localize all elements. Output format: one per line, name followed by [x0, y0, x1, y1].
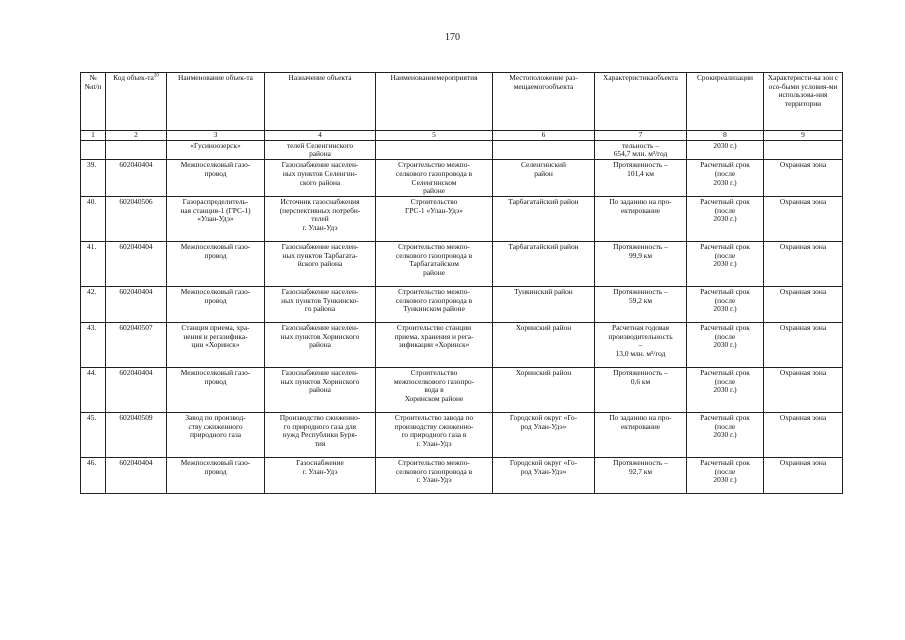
- table-cell: [764, 140, 843, 159]
- cell-line: 92,7 км: [628, 466, 653, 476]
- table-cell: [595, 140, 687, 159]
- cell-line: ектирование: [620, 421, 661, 431]
- table-cell: [81, 196, 106, 241]
- table-cell: [81, 286, 106, 322]
- cell-line: зификации «Хоринск»: [398, 340, 470, 350]
- table-cell: [493, 241, 595, 286]
- table-cell: [265, 322, 376, 367]
- column-header: [595, 73, 687, 131]
- cell-line: 39.: [87, 160, 97, 170]
- cell-line: ных пунктов Хоринского: [280, 376, 360, 386]
- cell-line: Охранная зона: [779, 322, 827, 332]
- cell-line: Тункинский район: [514, 286, 573, 296]
- column-number: 7: [595, 131, 687, 141]
- cell-line: телей: [311, 214, 329, 224]
- table-header-row: [81, 73, 843, 131]
- cell-line: Охранная зона: [779, 196, 827, 206]
- table-cell: [687, 412, 764, 457]
- cell-line: йского района: [297, 259, 343, 269]
- cell-line: Газоснабжение населен-: [281, 241, 359, 251]
- cell-line: Селенгинский: [521, 160, 566, 170]
- table-cell: [376, 367, 493, 412]
- cell-line: быми условия-: [781, 81, 829, 91]
- cell-line: Городской округ «Го-: [509, 457, 578, 467]
- cell-line: Тарбагатайском: [409, 259, 459, 269]
- table-cell: [167, 241, 265, 286]
- table-cell: [687, 367, 764, 412]
- column-header: [764, 73, 843, 131]
- table-cell: [167, 412, 265, 457]
- table-cell: [376, 160, 493, 197]
- column-header: [376, 73, 493, 131]
- cell-line: го природного газа в: [401, 430, 467, 440]
- cell-line: ных пунктов Тункинско-: [281, 295, 359, 305]
- table-cell: [376, 286, 493, 322]
- table-cell: [265, 140, 376, 159]
- cell-line: Код объек-: [113, 73, 148, 82]
- cell-line: Газоснабжение населен-: [281, 367, 359, 377]
- table-cell: [167, 286, 265, 322]
- cell-line: Расчетный срок: [700, 322, 750, 332]
- table-cell: [493, 286, 595, 322]
- cell-line: 13,0 млн. м³/год: [615, 349, 666, 359]
- cell-line: 2030 г.): [713, 385, 737, 395]
- table-cell: [764, 322, 843, 367]
- cell-line: Межпоселковый газо-: [180, 367, 251, 377]
- table-cell: [106, 140, 167, 159]
- cell-line: Охранная зона: [779, 367, 827, 377]
- table-cell: [687, 196, 764, 241]
- cell-line: Строительство станции: [396, 322, 472, 332]
- column-number: 1: [81, 131, 106, 141]
- cell-line: нужд Республики Буря-: [282, 430, 358, 440]
- cell-line: 46.: [87, 457, 97, 467]
- cell-line: Газораспределитель-: [182, 196, 249, 206]
- cell-line: Протяженность –: [613, 286, 668, 296]
- cell-line: По заданию на про-: [609, 196, 672, 206]
- table-cell: [167, 196, 265, 241]
- table-cell: [764, 241, 843, 286]
- cell-line: 602040404: [119, 286, 153, 296]
- cell-line: Тункинском районе: [403, 304, 465, 314]
- table-body: [81, 140, 843, 493]
- column-numbers-row: [81, 131, 843, 141]
- cell-line: 602040506: [119, 196, 153, 206]
- column-number: 2: [106, 131, 167, 141]
- cell-line: тельность –: [622, 140, 659, 150]
- cell-line: 602040509: [119, 412, 153, 422]
- cell-line: селкового газопровода в: [395, 168, 473, 178]
- cell-line: межпоселкового газопро-: [393, 376, 475, 386]
- cell-line: район: [534, 168, 553, 178]
- table-cell: [764, 196, 843, 241]
- cell-line: производству сжиженно-: [394, 421, 474, 431]
- table-cell: [595, 412, 687, 457]
- cell-line: Протяженность –: [613, 367, 668, 377]
- cell-line: го природного газа для: [283, 421, 357, 431]
- cell-line: объекта: [548, 81, 574, 91]
- cell-line: селкового газопровода в: [395, 466, 473, 476]
- cell-line: род Улан-Удэ»: [520, 466, 567, 476]
- cell-line: Газоснабжение населен-: [281, 286, 359, 296]
- table-cell: [81, 160, 106, 197]
- cell-line: Протяженность –: [613, 241, 668, 251]
- cell-line: род Улан-Удэ»: [520, 421, 567, 431]
- cell-line: Назначение объекта: [288, 73, 352, 82]
- table-cell: [687, 322, 764, 367]
- table-cell: [376, 322, 493, 367]
- cell-line: 602040404: [119, 367, 153, 377]
- table-cell: [106, 457, 167, 493]
- cell-line: реализации: [716, 73, 753, 82]
- table-row: [81, 412, 843, 457]
- cell-line: 2030 г.): [713, 430, 737, 440]
- cell-line: селкового газопровода в: [395, 250, 473, 260]
- table-cell: [265, 286, 376, 322]
- cell-line: провод: [204, 466, 227, 476]
- cell-line: Строительство завода по: [394, 412, 474, 422]
- cell-line: объекта: [653, 73, 678, 82]
- cell-line: (перспективных потреби-: [279, 205, 361, 215]
- table-cell: [81, 140, 106, 159]
- cell-line: Расчетный срок: [700, 367, 750, 377]
- cell-line: ных пунктов Селенгин-: [282, 168, 358, 178]
- table-cell: [106, 367, 167, 412]
- cell-line: Производство сжиженно-: [279, 412, 361, 422]
- table-cell: [595, 322, 687, 367]
- cell-line: 602040404: [119, 160, 153, 170]
- cell-line: Расчетный срок: [700, 196, 750, 206]
- cell-line: нения и регазифика-: [183, 331, 248, 341]
- cell-line: Газоснабжение: [296, 457, 344, 467]
- table-cell: [595, 241, 687, 286]
- cell-line: производительность: [608, 331, 673, 341]
- cell-line: Местоположение раз-: [509, 73, 578, 82]
- cell-line: ка зон с осо-: [768, 73, 839, 91]
- cell-line: ных пунктов Хоринского: [280, 331, 360, 341]
- table-row: [81, 322, 843, 367]
- cell-line: вода в: [424, 385, 444, 395]
- cell-line: По заданию на про-: [609, 412, 672, 422]
- cell-line: ского района: [299, 177, 341, 187]
- column-header: [167, 73, 265, 131]
- table-cell: [687, 140, 764, 159]
- table-cell: [595, 457, 687, 493]
- table-row: [81, 286, 843, 322]
- table-cell: [81, 241, 106, 286]
- table-cell: [764, 286, 843, 322]
- cell-line: 2030 г.): [713, 140, 737, 150]
- table-cell: [764, 457, 843, 493]
- cell-line: 44.: [87, 367, 97, 377]
- cell-line: го района: [304, 304, 336, 314]
- table-cell: [265, 241, 376, 286]
- table-row: [81, 196, 843, 241]
- table-cell: [376, 241, 493, 286]
- cell-line: 2030 г.): [713, 304, 737, 314]
- table-cell: [167, 322, 265, 367]
- cell-line: Завод по производ-: [185, 412, 246, 422]
- column-number: 9: [764, 131, 843, 141]
- cell-line: (после: [714, 168, 736, 178]
- table-cell: [81, 322, 106, 367]
- cell-line: Городской округ «Го-: [509, 412, 578, 422]
- table-cell: [265, 412, 376, 457]
- table-cell: [493, 196, 595, 241]
- table-cell: [493, 140, 595, 159]
- table-cell: [106, 196, 167, 241]
- cell-line: Станция приема, хра-: [181, 322, 250, 332]
- cell-line: 0,6 км: [630, 376, 651, 386]
- column-number: 4: [265, 131, 376, 141]
- cell-line: природного газа: [189, 430, 242, 440]
- cell-line: 40.: [87, 196, 97, 206]
- column-header: [687, 73, 764, 131]
- table-row: [81, 160, 843, 197]
- cell-line: провод: [204, 168, 227, 178]
- cell-line: Расчетный срок: [700, 412, 750, 422]
- table-cell: [167, 457, 265, 493]
- cell-line: Селенгинском: [411, 177, 457, 187]
- table-row: [81, 367, 843, 412]
- cell-line: Межпоселковый газо-: [180, 241, 251, 251]
- cell-line: Расчетный срок: [700, 241, 750, 251]
- cell-line: Охранная зона: [779, 286, 827, 296]
- cell-line: ния территории: [784, 90, 828, 109]
- cell-line: п/п: [91, 81, 102, 91]
- cell-line: та: [246, 73, 253, 82]
- cell-line: Расчетный срок: [700, 457, 750, 467]
- cell-line: Охранная зона: [779, 241, 827, 251]
- cell-line: №: [84, 81, 92, 91]
- cell-line: Межпоселковый газо-: [180, 286, 251, 296]
- cell-line: Наименование: [390, 73, 437, 82]
- cell-line: Тарбагатайский район: [508, 241, 579, 251]
- cell-line: ству сжиженного: [188, 421, 243, 431]
- table-cell: [687, 457, 764, 493]
- table-cell: [595, 196, 687, 241]
- cell-line: г. Улан-Удэ: [302, 466, 338, 476]
- cell-line: провод: [204, 295, 227, 305]
- cell-line: «Гусиноозерск»: [190, 140, 241, 150]
- table-cell: [106, 160, 167, 197]
- cell-line: 2030 г.): [713, 214, 737, 224]
- cell-line: 101,4 км: [627, 168, 654, 178]
- cell-line: Строительство: [410, 196, 458, 206]
- cell-line: Охранная зона: [779, 457, 827, 467]
- table-cell: [106, 322, 167, 367]
- cell-line: Хоринский район: [515, 367, 572, 377]
- cell-line: «Улан-Удэ»: [197, 214, 234, 224]
- table-cell: [595, 160, 687, 197]
- table-cell: [265, 196, 376, 241]
- cell-line: провод: [204, 250, 227, 260]
- table-cell: [687, 160, 764, 197]
- cell-line: ектирование: [620, 205, 661, 215]
- cell-line: 99,9 км: [628, 250, 653, 260]
- cell-line: 59,2 км: [628, 295, 653, 305]
- table-cell: [764, 367, 843, 412]
- cell-line: Хоринский район: [515, 322, 572, 332]
- cell-line: Охранная зона: [779, 160, 827, 170]
- cell-line: Протяженность –: [613, 160, 668, 170]
- table-cell: [106, 412, 167, 457]
- cell-line: 45.: [87, 412, 97, 422]
- cell-line: (после: [714, 421, 736, 431]
- table-cell: [167, 140, 265, 159]
- column-header: [106, 73, 167, 131]
- cell-line: 602040404: [119, 457, 153, 467]
- cell-line: Строительство: [410, 367, 458, 377]
- column-number: 3: [167, 131, 265, 141]
- cell-line: Строительство межпо-: [398, 286, 470, 296]
- cell-line: 654,7 млн. м³/год: [613, 149, 668, 159]
- cell-line: 2030 г.): [713, 177, 737, 187]
- cell-line: 42.: [87, 286, 97, 296]
- page-number: 170: [445, 32, 460, 43]
- cell-line: ГРС-1 «Улан-Удэ»: [405, 205, 463, 215]
- cell-line: $та^{20}$: [147, 73, 159, 82]
- cell-line: ных пунктов Тарбагата-: [282, 250, 358, 260]
- cell-line: Хоринском районе: [404, 394, 464, 404]
- table-cell: [493, 412, 595, 457]
- table-cell: [595, 367, 687, 412]
- cell-line: Межпоселковый газо-: [180, 160, 251, 170]
- cell-line: (после: [714, 250, 736, 260]
- table-cell: [376, 140, 493, 159]
- cell-line: телей Селенгинского: [286, 140, 354, 150]
- cell-line: Характеристика: [603, 73, 654, 82]
- cell-line: районе: [423, 186, 445, 196]
- planned-objects-table: [80, 72, 843, 494]
- cell-line: 43.: [87, 322, 97, 332]
- table-cell: [265, 367, 376, 412]
- cell-line: Протяженность –: [613, 457, 668, 467]
- table-cell: [595, 286, 687, 322]
- table-cell: [106, 286, 167, 322]
- table-cell: [687, 241, 764, 286]
- table-row: [81, 241, 843, 286]
- table-cell: [376, 412, 493, 457]
- table-cell: [376, 457, 493, 493]
- column-number: 5: [376, 131, 493, 141]
- table-cell: [265, 160, 376, 197]
- table-cell: [265, 457, 376, 493]
- table-row: [81, 140, 843, 159]
- table-cell: [493, 322, 595, 367]
- cell-line: Расчетная годовая: [611, 322, 670, 332]
- cell-line: ная станция-1 (ГРС-1): [180, 205, 251, 215]
- footnote-marker: 20: [153, 73, 159, 79]
- cell-line: Наименование объек-: [178, 73, 247, 82]
- cell-line: (после: [714, 376, 736, 386]
- table-cell: [376, 196, 493, 241]
- cell-line: провод: [204, 376, 227, 386]
- cell-line: Расчетный срок: [700, 286, 750, 296]
- column-header: [81, 73, 106, 131]
- cell-line: селкового газопровода в: [395, 295, 473, 305]
- cell-line: (после: [714, 466, 736, 476]
- cell-line: ции «Хоринск»: [191, 340, 240, 350]
- cell-line: Межпоселковый газо-: [180, 457, 251, 467]
- cell-line: Строительство межпо-: [398, 160, 470, 170]
- cell-line: Тарбагатайский район: [508, 196, 579, 206]
- table-cell: [81, 457, 106, 493]
- table-cell: [764, 412, 843, 457]
- table-cell: [167, 160, 265, 197]
- table-cell: [687, 286, 764, 322]
- cell-line: г. Улан-Удэ: [302, 223, 338, 233]
- table-row: [81, 457, 843, 493]
- cell-line: Сроки: [697, 73, 717, 82]
- cell-line: 602040507: [119, 322, 153, 332]
- table-cell: [81, 367, 106, 412]
- cell-line: Газоснабжение населен-: [281, 322, 359, 332]
- table-cell: [106, 241, 167, 286]
- table-cell: [167, 367, 265, 412]
- cell-line: мещаемого: [513, 81, 549, 91]
- column-number: 6: [493, 131, 595, 141]
- column-number: 8: [687, 131, 764, 141]
- table-cell: [764, 160, 843, 197]
- cell-line: Газоснабжение населен-: [281, 160, 359, 170]
- cell-line: 2030 г.): [713, 259, 737, 269]
- cell-line: г. Улан-Удэ: [416, 475, 452, 485]
- cell-line: 2030 г.): [713, 340, 737, 350]
- cell-line: Охранная зона: [779, 412, 827, 422]
- table-cell: [493, 367, 595, 412]
- cell-line: (после: [714, 331, 736, 341]
- cell-line: районе: [423, 268, 445, 278]
- cell-line: №: [89, 73, 97, 82]
- cell-line: (после: [714, 205, 736, 215]
- cell-line: тия: [314, 439, 326, 449]
- cell-line: района: [309, 340, 331, 350]
- table-cell: [493, 457, 595, 493]
- cell-line: 41.: [87, 241, 97, 251]
- cell-line: Строительство межпо-: [398, 241, 470, 251]
- cell-line: мероприятия: [436, 73, 478, 82]
- cell-line: приема, хранения и рега-: [394, 331, 474, 341]
- cell-line: Характеристи-: [767, 73, 814, 82]
- cell-line: 2030 г.): [713, 475, 737, 485]
- cell-line: Расчетный срок: [700, 160, 750, 170]
- column-header: [493, 73, 595, 131]
- cell-line: Источник газоснабжения: [280, 196, 360, 206]
- table-cell: [493, 160, 595, 197]
- cell-line: ми использова-: [778, 81, 838, 100]
- cell-line: Строительство межпо-: [398, 457, 470, 467]
- cell-line: г. Улан-Удэ: [416, 439, 452, 449]
- cell-line: района: [309, 149, 331, 159]
- cell-line: 602040404: [119, 241, 153, 251]
- table-cell: [81, 412, 106, 457]
- column-header: [265, 73, 376, 131]
- cell-line: –: [638, 340, 643, 350]
- cell-line: района: [309, 385, 331, 395]
- cell-line: (после: [714, 295, 736, 305]
